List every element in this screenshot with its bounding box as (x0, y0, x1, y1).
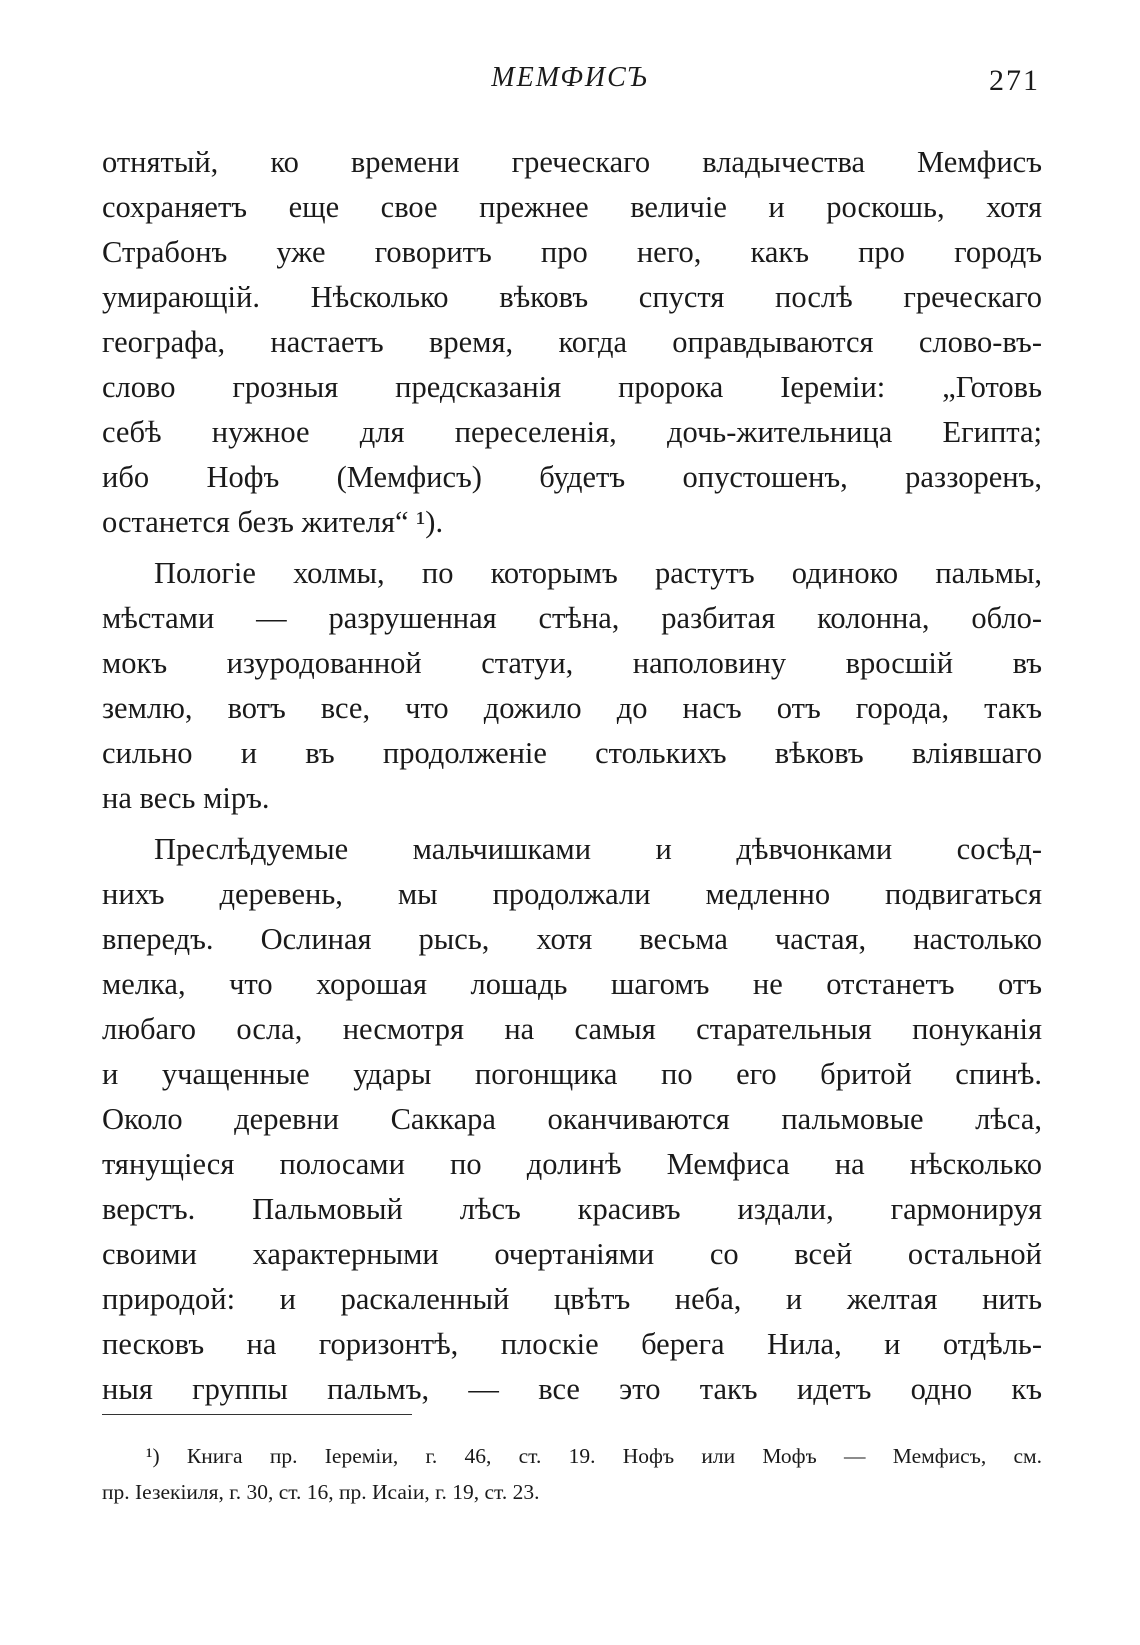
text-line: впередъ. Ослиная рысь, хотя весьма частая, настолько (102, 922, 1042, 956)
footnote-rule (102, 1414, 412, 1415)
text-line: мѣстами — разрушенная стѣна, разбитая колонна, обло- (102, 601, 1042, 635)
text-line: на весь міръ. (102, 781, 270, 815)
text-line: мелка, что хорошая лошадь шагомъ не отстанетъ отъ (102, 967, 1042, 1001)
paragraph-2 (102, 551, 1042, 821)
text-line: землю, вотъ все, что дожило до насъ отъ города, такъ (102, 691, 1042, 725)
paragraph-3 (102, 827, 1042, 1412)
text-line: любаго осла, несмотря на самыя старательныя понуканія (102, 1012, 1042, 1046)
page-number: 271 (989, 64, 1040, 97)
text-line: Страбонъ уже говоритъ про него, какъ про городъ (102, 235, 1042, 269)
paragraph-1 (102, 140, 1042, 545)
running-title: МЕМФИСЪ (491, 62, 649, 93)
running-head (0, 62, 1140, 102)
text-line: останется безъ жителя“ ¹). (102, 505, 444, 539)
text-line: ныя группы пальмъ, — все это такъ идетъ одно къ (102, 1372, 1042, 1406)
text-line: Пологіе холмы, по которымъ растутъ одиноко пальмы, (154, 556, 1042, 590)
text-line: сохраняетъ еще свое прежнее величіе и роскошь, хотя (102, 190, 1042, 224)
text-line: своими характерными очертаніями со всей остальной (102, 1237, 1042, 1271)
text-line: и учащенные удары погонщика по его бритой спинѣ. (102, 1057, 1042, 1091)
text-line: природой: и раскаленный цвѣтъ неба, и желтая нить (102, 1282, 1042, 1316)
text-line: географа, настаетъ время, когда оправдываются слово-въ- (102, 325, 1042, 359)
text-line: тянущіеся полосами по долинѣ Мемфиса на нѣсколько (102, 1147, 1042, 1181)
text-line: себѣ нужное для переселенія, дочь-жительница Египта; (102, 415, 1042, 449)
text-line: ибо Нофъ (Мемфисъ) будетъ опустошенъ, раззоренъ, (102, 460, 1042, 494)
text-line: Около деревни Саккара оканчиваются пальмовые лѣса, (102, 1102, 1042, 1136)
body-text (102, 140, 1042, 1412)
footnote-line: пр. Іезекіиля, г. 30, ст. 16, пр. Исаіи, г. 19, ст. 23. (102, 1480, 540, 1504)
text-line: отнятый, ко времени греческаго владычества Мемфисъ (102, 145, 1042, 179)
text-line: мокъ изуродованной статуи, наполовину вросшій въ (102, 646, 1042, 680)
text-line: верстъ. Пальмовый лѣсъ красивъ издали, гармонируя (102, 1192, 1042, 1226)
footnotes (102, 1438, 1042, 1510)
text-line: нихъ деревень, мы продолжали медленно подвигаться (102, 877, 1042, 911)
text-line: сильно и въ продолженіе столькихъ вѣковъ вліявшаго (102, 736, 1042, 770)
footnote-line: ¹) Книга пр. Іереміи, г. 46, ст. 19. Нофъ или Мофъ — Мемфисъ, см. (146, 1444, 1042, 1468)
text-line: умирающій. Нѣсколько вѣковъ спустя послѣ греческаго (102, 280, 1042, 314)
text-line: Преслѣдуемые мальчишками и дѣвчонками сосѣд- (154, 832, 1042, 866)
text-line: песковъ на горизонтѣ, плоскіе берега Нила, и отдѣль- (102, 1327, 1042, 1361)
text-line: слово грозныя предсказанія пророка Іереміи: „Готовь (102, 370, 1042, 404)
